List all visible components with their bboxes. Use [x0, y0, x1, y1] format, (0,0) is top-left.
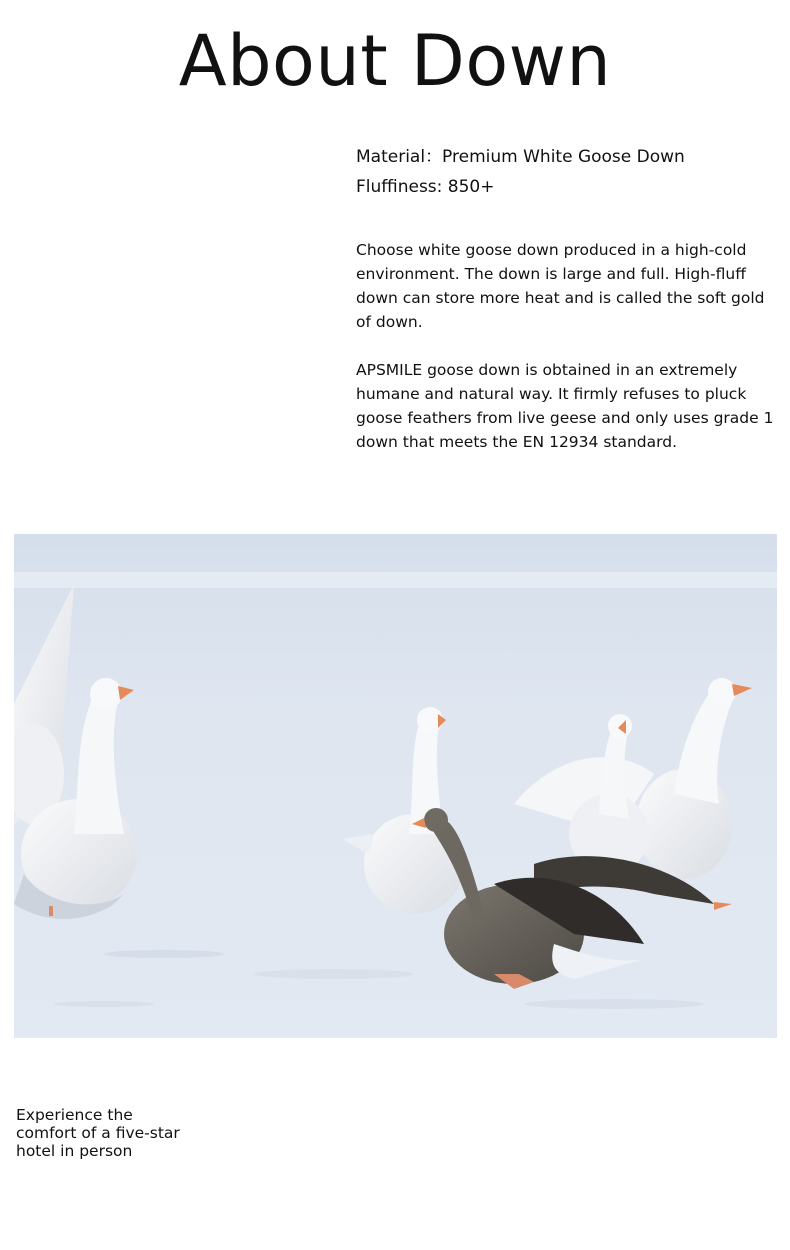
- caption-line-2: comfort of a five-star: [16, 1124, 180, 1142]
- geese-illustration: [14, 534, 777, 1038]
- caption-text: [16, 1106, 216, 1160]
- fluffiness-spec: Fluffiness: 850+: [356, 177, 495, 197]
- spec-list: [356, 142, 776, 202]
- page-title: About Down: [178, 20, 612, 102]
- caption-line-1: Experience the: [16, 1106, 133, 1124]
- description-paragraph-2: APSMILE goose down is obtained in an extremely humane and natural way. It firmly refuses to pluck goose feathers from live geese and only uses grade 1 down that meets the EN 12934 standard.: [356, 361, 774, 451]
- geese-photo: [14, 534, 777, 1038]
- description-paragraph-1: Choose white goose down produced in a high-cold environment. The down is large and full. High-fluff down can store more heat and is called the soft gold of down.: [356, 241, 765, 331]
- caption-line-3: hotel in person: [16, 1142, 133, 1160]
- material-spec: Material：Premium White Goose Down: [356, 147, 685, 167]
